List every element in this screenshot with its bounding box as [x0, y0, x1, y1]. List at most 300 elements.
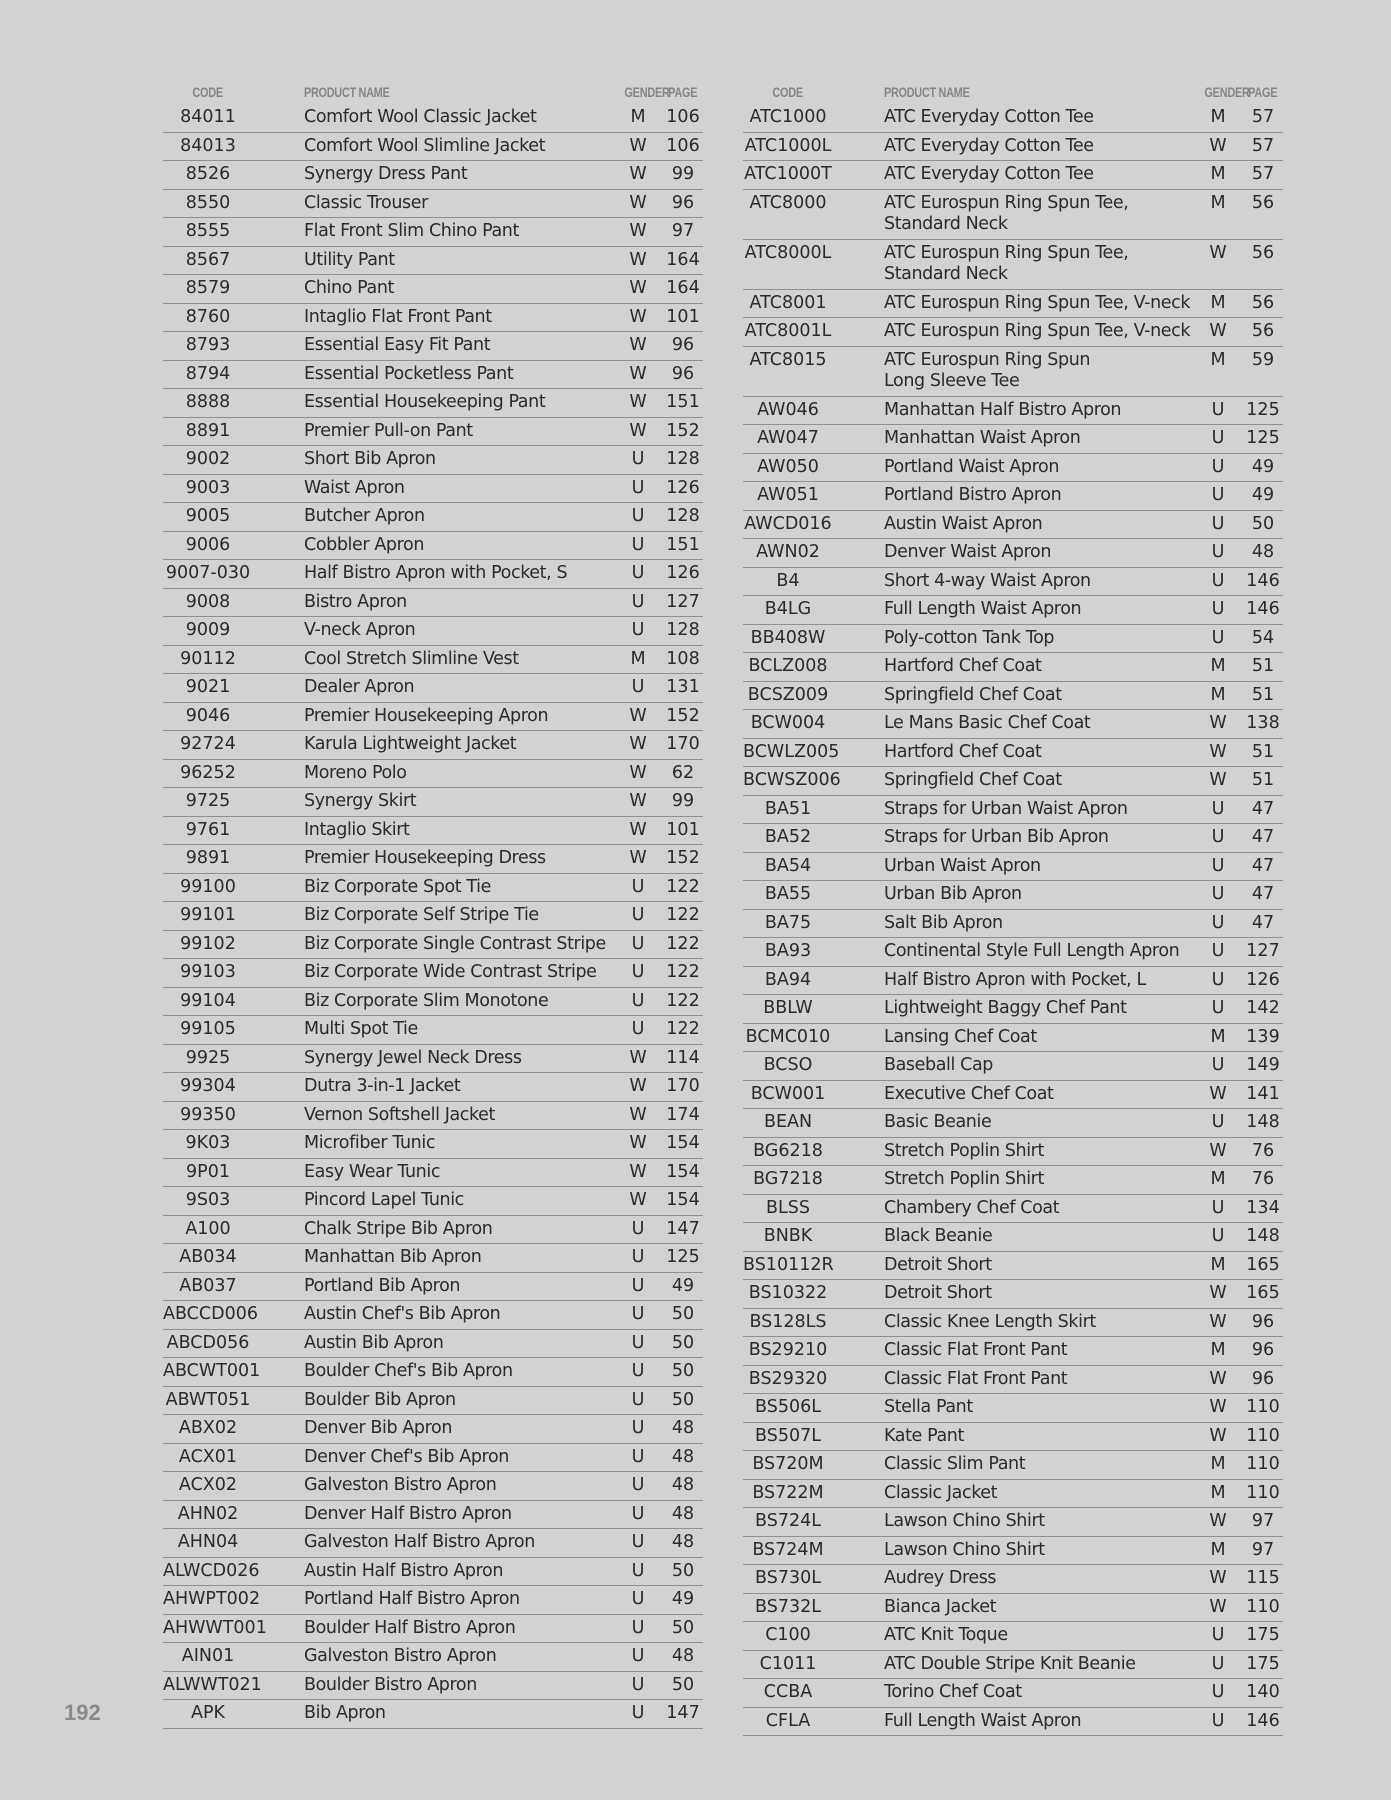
cell-page: 110 [1246, 1596, 1280, 1617]
cell-gender: W [629, 363, 647, 384]
cell-gender: W [629, 392, 647, 412]
table-row [743, 1366, 1283, 1395]
cell-page: 128 [666, 506, 700, 526]
cell-code: 90112 [180, 648, 236, 669]
table-row [743, 1280, 1283, 1309]
cell-page: 49 [1251, 456, 1275, 477]
cell-gender: M [1210, 349, 1226, 370]
cell-code: BA75 [764, 912, 812, 933]
cell-product-name: Baseball Cap [884, 1055, 993, 1075]
cell-code: 9007-030 [165, 563, 251, 583]
cell-code: BS720M [752, 1454, 824, 1474]
cell-gender: U [631, 876, 645, 897]
cell-code: 99304 [180, 1076, 236, 1096]
cell-page: 59 [1251, 349, 1275, 370]
cell-code: ATC1000 [749, 107, 827, 127]
cell-product-name: Chalk Stripe Bib Apron [304, 1218, 493, 1239]
cell-product-name: Classic Flat Front Pant [884, 1340, 1068, 1360]
cell-page: 49 [1251, 485, 1275, 505]
table-row [163, 1387, 703, 1416]
cell-code: 84011 [180, 107, 236, 127]
table-row [163, 275, 703, 304]
cell-code: 84013 [180, 135, 236, 156]
table-row [163, 874, 703, 903]
cell-gender: W [1209, 1083, 1227, 1104]
cell-code: BA54 [764, 855, 812, 876]
cell-product-name: Urban Bib Apron [884, 884, 1022, 904]
header-product-name [884, 84, 1192, 100]
cell-code: BS29210 [748, 1340, 828, 1360]
cell-page: 126 [666, 477, 700, 498]
cell-code: AWCD016 [744, 513, 832, 534]
cell-page: 165 [1246, 1283, 1280, 1303]
cell-product-name: Hartford Chef Coat [884, 741, 1042, 762]
cell-gender: U [1211, 1226, 1225, 1246]
cell-product-name: Essential Housekeeping Pant [304, 392, 546, 412]
cell-product-name: Vernon Softshell Jacket [304, 1104, 495, 1125]
cell-page: 175 [1246, 1625, 1280, 1645]
cell-product-name: Black Beanie [884, 1226, 993, 1246]
cell-code: ACX02 [178, 1475, 238, 1495]
cell-page: 49 [671, 1275, 695, 1296]
table-row [743, 1594, 1283, 1623]
cell-product-name: V-neck Apron [304, 620, 416, 640]
table-row [163, 1501, 703, 1530]
cell-code: A100 [185, 1218, 231, 1239]
cell-code: ATC8015 [749, 349, 827, 370]
cell-product-name: Stretch Poplin Shirt [884, 1169, 1044, 1189]
cell-gender: U [631, 1389, 645, 1410]
cell-code: BCW001 [750, 1083, 826, 1104]
cell-code: AW046 [757, 399, 819, 420]
cell-product-name: Essential Easy Fit Pant [304, 335, 491, 355]
cell-code: BS730L [755, 1568, 821, 1588]
cell-gender: U [631, 1646, 645, 1666]
cell-code: 9725 [185, 791, 231, 811]
cell-product-name: Biz Corporate Wide Contrast Stripe [304, 962, 597, 982]
cell-code: 8793 [185, 335, 231, 355]
cell-product-name: Denver Half Bistro Apron [304, 1503, 512, 1524]
product-index-table-left [163, 80, 703, 1729]
cell-gender: U [631, 677, 645, 697]
cell-product-name: Synergy Jewel Neck Dress [304, 1047, 522, 1068]
table-row [743, 1166, 1283, 1195]
cell-product-name: Stretch Poplin Shirt [884, 1140, 1044, 1161]
cell-product-name: Classic Flat Front Pant [884, 1368, 1068, 1389]
cell-code: 8550 [185, 192, 231, 213]
cell-gender: W [1209, 713, 1227, 733]
cell-page: 142 [1246, 998, 1280, 1018]
cell-gender: W [629, 420, 647, 441]
cell-gender: U [631, 591, 645, 612]
table-row [163, 1472, 703, 1501]
cell-page: 126 [666, 563, 700, 583]
cell-code: 99104 [180, 990, 236, 1011]
table-row [743, 739, 1283, 768]
cell-product-name: Premier Housekeeping Dress [304, 848, 546, 868]
cell-page: 47 [1251, 827, 1275, 847]
cell-code: 8891 [185, 420, 231, 441]
cell-gender: W [629, 1133, 647, 1153]
cell-page: 126 [1246, 969, 1280, 990]
table-row [743, 290, 1283, 319]
header-code [163, 84, 253, 100]
cell-product-name: Utility Pant [304, 249, 395, 270]
cell-product-name: Dealer Apron [304, 677, 415, 697]
cell-gender: M [1210, 1340, 1226, 1360]
cell-page: 170 [666, 1076, 700, 1096]
table-row [163, 532, 703, 561]
cell-product-name: Karula Lightweight Jacket [304, 734, 517, 754]
cell-code: 96252 [180, 762, 236, 783]
cell-gender: U [631, 477, 645, 498]
table-row [743, 347, 1283, 397]
table-row [163, 1643, 703, 1672]
cell-page: 51 [1251, 656, 1275, 676]
table-row [743, 853, 1283, 882]
cell-product-name: Manhattan Bib Apron [304, 1247, 482, 1267]
cell-product-name: Portland Waist Apron [884, 456, 1060, 477]
cell-product-name: Full Length Waist Apron [884, 1710, 1082, 1731]
cell-page: 108 [666, 648, 700, 669]
cell-code: BNBK [763, 1226, 813, 1246]
cell-code: 9009 [185, 620, 231, 640]
cell-gender: U [1211, 570, 1225, 591]
cell-gender: U [1211, 855, 1225, 876]
cell-product-name: Austin Chef's Bib Apron [304, 1304, 501, 1324]
table-body [163, 104, 703, 1729]
table-row [743, 596, 1283, 625]
cell-code: BS724L [755, 1511, 821, 1531]
cell-code: BCMC010 [745, 1026, 831, 1047]
cell-product-name: Denver Chef's Bib Apron [304, 1446, 509, 1467]
cell-product-name: Continental Style Full Length Apron [884, 941, 1180, 961]
cell-page: 110 [1246, 1482, 1280, 1503]
cell-code: 9925 [185, 1047, 231, 1068]
cell-gender: W [629, 1190, 647, 1210]
cell-page: 50 [671, 1674, 695, 1695]
cell-page: 48 [671, 1446, 695, 1467]
cell-gender: W [629, 278, 647, 298]
header-page-label: PAGE [1248, 84, 1278, 100]
cell-code: 9046 [185, 705, 231, 726]
cell-product-name: Lawson Chino Shirt [884, 1511, 1045, 1531]
cell-product-name: ATC Double Stripe Knit Beanie [884, 1653, 1136, 1674]
cell-page: 138 [1246, 713, 1280, 733]
cell-page: 47 [1251, 798, 1275, 819]
cell-code: AW050 [757, 456, 819, 477]
cell-gender: M [1210, 192, 1226, 213]
cell-gender: U [631, 506, 645, 526]
cell-product-name: Multi Spot Tie [304, 1019, 418, 1039]
cell-product-name: Short Bib Apron [304, 449, 436, 469]
cell-gender: U [1211, 941, 1225, 961]
cell-gender: W [1209, 770, 1227, 790]
cell-page: 96 [671, 363, 695, 384]
cell-code: 99101 [180, 905, 236, 925]
cell-product-name: Flat Front Slim Chino Pant [304, 221, 519, 241]
cell-code: 9021 [185, 677, 231, 697]
cell-page: 97 [1251, 1539, 1275, 1560]
table-row [163, 1615, 703, 1644]
cell-code: BS724M [752, 1539, 824, 1560]
cell-gender: U [1211, 998, 1225, 1018]
cell-gender: U [631, 1275, 645, 1296]
cell-gender: W [629, 762, 647, 783]
cell-code: CFLA [765, 1710, 811, 1731]
cell-page: 125 [666, 1247, 700, 1267]
cell-code: ATC1000T [744, 164, 832, 184]
cell-gender: U [631, 933, 645, 954]
cell-page: 149 [1246, 1055, 1280, 1075]
cell-page: 148 [1246, 1112, 1280, 1132]
table-row [163, 1244, 703, 1273]
cell-code: BA52 [764, 827, 812, 847]
cell-gender: W [1209, 1311, 1227, 1332]
cell-gender: W [629, 249, 647, 270]
cell-product-name: Galveston Bistro Apron [304, 1646, 497, 1666]
cell-product-name: Straps for Urban Bib Apron [884, 827, 1109, 847]
cell-code: BB408W [750, 627, 826, 648]
cell-code: ABCD056 [166, 1332, 250, 1353]
cell-product-name: Biz Corporate Self Stripe Tie [304, 905, 539, 925]
cell-gender: U [631, 1503, 645, 1524]
table-row [163, 1102, 703, 1131]
cell-page: 47 [1251, 855, 1275, 876]
cell-page: 110 [1246, 1425, 1280, 1446]
cell-gender: U [1211, 627, 1225, 648]
cell-product-name: Portland Half Bistro Apron [304, 1589, 520, 1609]
cell-product-name: Premier Pull-on Pant [304, 420, 473, 441]
table-row [163, 104, 703, 133]
cell-code: AW051 [757, 485, 819, 505]
cell-gender: W [1209, 1511, 1227, 1531]
table-row [163, 1216, 703, 1245]
table-row [163, 617, 703, 646]
table-row [163, 902, 703, 931]
cell-page: 48 [671, 1503, 695, 1524]
cell-code: 99100 [180, 876, 236, 897]
cell-product-name: Short 4-way Waist Apron [884, 570, 1091, 591]
cell-product-name: Manhattan Waist Apron [884, 428, 1081, 448]
cell-page: 50 [671, 1361, 695, 1381]
cell-page: 146 [1246, 570, 1280, 591]
cell-code: ABWT051 [165, 1389, 251, 1410]
table-row [163, 247, 703, 276]
cell-code: 8794 [185, 363, 231, 384]
table-row [163, 988, 703, 1017]
cell-product-name: Boulder Bib Apron [304, 1389, 456, 1410]
cell-gender: U [631, 449, 645, 469]
table-row [743, 511, 1283, 540]
table-row [743, 1451, 1283, 1480]
cell-page: 97 [1251, 1511, 1275, 1531]
cell-page: 131 [666, 677, 700, 697]
cell-page: 96 [671, 192, 695, 213]
cell-product-name: Bianca Jacket [884, 1596, 997, 1617]
table-row [743, 425, 1283, 454]
table-row [743, 161, 1283, 190]
cell-gender: U [1211, 1682, 1225, 1702]
table-row [163, 560, 703, 589]
cell-code: AB037 [179, 1275, 237, 1296]
cell-gender: U [1211, 456, 1225, 477]
cell-gender: U [631, 1446, 645, 1467]
header-page [663, 84, 703, 100]
cell-gender: M [1210, 684, 1226, 705]
cell-gender: W [629, 705, 647, 726]
cell-gender: W [1209, 741, 1227, 762]
cell-gender: W [629, 135, 647, 156]
table-row [163, 503, 703, 532]
cell-gender: W [1209, 1596, 1227, 1617]
cell-page: 175 [1246, 1653, 1280, 1674]
cell-product-name: Audrey Dress [884, 1568, 997, 1588]
cell-code: 99103 [180, 962, 236, 982]
cell-page: 139 [1246, 1026, 1280, 1047]
cell-gender: U [631, 1361, 645, 1381]
cell-product-name: Classic Jacket [884, 1482, 998, 1503]
cell-page: 50 [671, 1304, 695, 1324]
table-row [163, 931, 703, 960]
header-name-label: PRODUCT NAME [884, 84, 970, 100]
cell-code: BCWLZ005 [743, 741, 840, 762]
cell-gender: U [1211, 428, 1225, 448]
cell-gender: U [631, 1247, 645, 1267]
cell-gender: U [631, 563, 645, 583]
cell-gender: M [1210, 1539, 1226, 1560]
cell-page: 96 [1251, 1311, 1275, 1332]
table-header [743, 80, 1283, 104]
cell-page: 101 [666, 819, 700, 840]
cell-product-name: Lightweight Baggy Chef Pant [884, 998, 1127, 1018]
cell-product-name: Biz Corporate Slim Monotone [304, 990, 549, 1011]
cell-product-name: ATC Everyday Cotton Tee [884, 107, 1094, 127]
cell-product-name: Springfield Chef Coat [884, 770, 1062, 790]
table-row [743, 240, 1283, 290]
table-row [743, 1337, 1283, 1366]
cell-code: 9K03 [185, 1133, 231, 1153]
cell-product-name: Biz Corporate Single Contrast Stripe [304, 933, 606, 954]
cell-page: 115 [1246, 1568, 1280, 1588]
cell-gender: W [1209, 135, 1227, 156]
cell-gender: W [629, 1161, 647, 1182]
cell-page: 57 [1251, 164, 1275, 184]
cell-code: ABX02 [178, 1418, 238, 1438]
cell-page: 125 [1246, 428, 1280, 448]
table-row [743, 454, 1283, 483]
cell-gender: W [629, 1104, 647, 1125]
cell-gender: W [629, 221, 647, 241]
cell-product-name: Bib Apron [304, 1703, 386, 1723]
table-row [743, 1394, 1283, 1423]
cell-page: 56 [1251, 242, 1275, 263]
cell-gender: M [1210, 1482, 1226, 1503]
table-row [743, 1024, 1283, 1053]
cell-code: AWN02 [756, 542, 820, 562]
cell-product-name: Austin Bib Apron [304, 1332, 444, 1353]
table-row [743, 1081, 1283, 1110]
cell-code: AB034 [179, 1247, 237, 1267]
cell-code: 99102 [180, 933, 236, 954]
cell-code: CCBA [763, 1682, 813, 1702]
cell-gender: U [1211, 884, 1225, 904]
cell-code: ATC8000 [749, 192, 827, 213]
cell-gender: U [1211, 399, 1225, 420]
cell-page: 56 [1251, 192, 1275, 213]
cell-code: ABCCD006 [163, 1304, 258, 1324]
table-row [163, 418, 703, 447]
cell-page: 110 [1246, 1397, 1280, 1417]
table-row [743, 1679, 1283, 1708]
cell-code: BS29320 [748, 1368, 828, 1389]
cell-code: 99350 [180, 1104, 236, 1125]
table-row [163, 646, 703, 675]
cell-code: ALWWT021 [163, 1674, 262, 1695]
cell-page: 99 [671, 164, 695, 184]
table-row [743, 1622, 1283, 1651]
cell-code: 9005 [185, 506, 231, 526]
table-row [163, 760, 703, 789]
cell-page: 62 [671, 762, 695, 783]
cell-code: AW047 [757, 428, 819, 448]
cell-code: AHN02 [177, 1503, 239, 1524]
cell-product-name: Intaglio Skirt [304, 819, 410, 840]
header-name-label: PRODUCT NAME [304, 84, 390, 100]
cell-page: 147 [666, 1703, 700, 1723]
table-row [163, 1444, 703, 1473]
cell-product-name: ATC Eurospun Ring Spun Tee, V-neck [884, 321, 1191, 341]
cell-gender: U [631, 1218, 645, 1239]
cell-gender: M [1210, 1454, 1226, 1474]
cell-page: 114 [666, 1047, 700, 1068]
cell-gender: W [1209, 1568, 1227, 1588]
cell-code: BS732L [755, 1596, 821, 1617]
cell-gender: W [1209, 1140, 1227, 1161]
cell-page: 51 [1251, 741, 1275, 762]
table-row [163, 731, 703, 760]
cell-page: 125 [1246, 399, 1280, 420]
cell-gender: U [631, 534, 645, 555]
cell-gender: M [630, 648, 646, 669]
cell-gender: U [1211, 827, 1225, 847]
cell-gender: U [631, 1019, 645, 1039]
cell-code: BS10322 [748, 1283, 828, 1303]
cell-code: 9003 [185, 477, 231, 498]
cell-code: BCWSZ006 [743, 770, 841, 790]
cell-gender: U [631, 1560, 645, 1581]
cell-code: ALWCD026 [163, 1560, 260, 1581]
cell-product-name: Intaglio Flat Front Pant [304, 306, 492, 327]
cell-product-name: Half Bistro Apron with Pocket, L [884, 969, 1146, 990]
cell-gender: U [1211, 912, 1225, 933]
table-row [743, 1651, 1283, 1680]
cell-code: AHN04 [177, 1532, 239, 1552]
cell-page: 174 [666, 1104, 700, 1125]
cell-gender: U [1211, 542, 1225, 562]
table-row [743, 133, 1283, 162]
cell-gender: U [631, 1532, 645, 1552]
cell-product-name: Straps for Urban Waist Apron [884, 798, 1128, 819]
cell-product-name: Comfort Wool Classic Jacket [304, 107, 537, 127]
cell-product-name: Synergy Dress Pant [304, 164, 468, 184]
cell-code: B4 [776, 570, 800, 591]
cell-page: 97 [671, 221, 695, 241]
cell-code: ATC8001 [749, 292, 827, 313]
table-row [743, 190, 1283, 240]
cell-product-name: Stella Pant [884, 1397, 973, 1417]
cell-page: 127 [666, 591, 700, 612]
